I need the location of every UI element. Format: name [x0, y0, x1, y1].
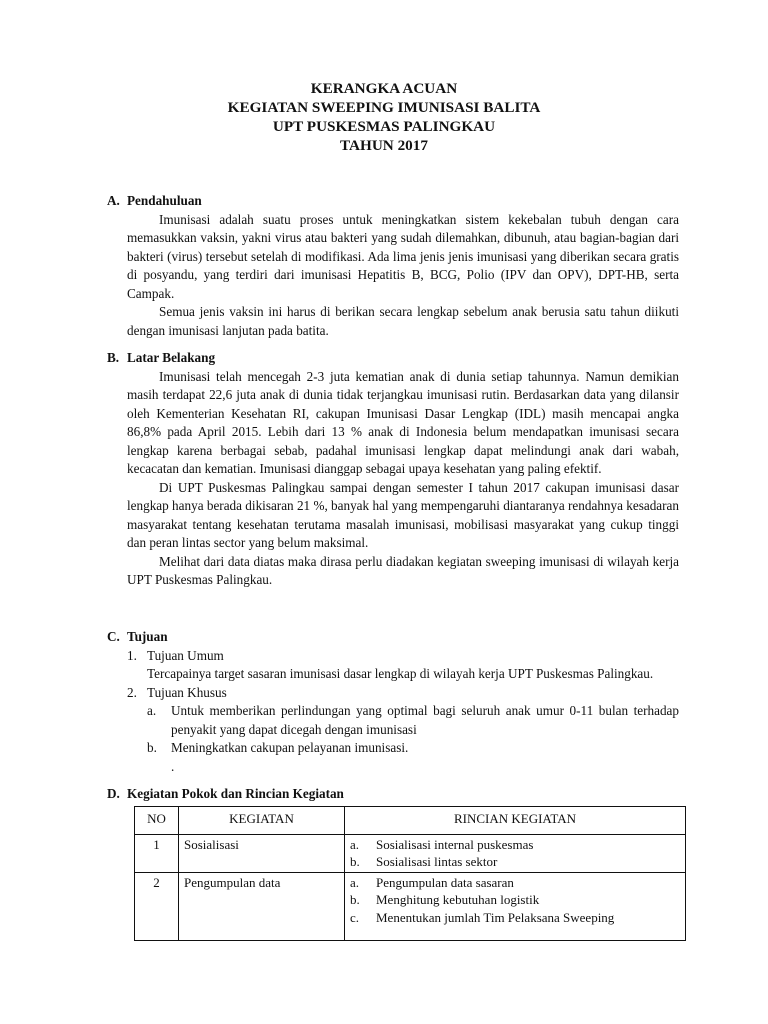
rincian-item [350, 836, 680, 854]
header-no: NO [135, 807, 179, 835]
rincian-letter: c. [350, 909, 360, 925]
row-2-rincian [345, 872, 686, 940]
table-row [135, 834, 686, 872]
rincian-item [350, 909, 680, 927]
document-title [0, 79, 768, 155]
section-a-paragraph-1: Imunisasi adalah suatu proses untuk meningkatkan sistem kekebalan tubuh dengan cara memasukkan vaksin, yakni virus atau bakteri yang sudah dilemahkan, dibunuh, atau bagian-bagian dari bakteri (virus) tersebut setelah di modifikasi. Ada lima jenis jenis imunisasi yang diberikan secara gratis di posyandu, yang terdiri dari imunisasi Hepatitis B, BCG, Polio (IPV dan OPV), DPT-HB, serta Campak. [127, 211, 679, 301]
tujuan-khusus-a-text: Untuk memberikan perlindungan yang optimal bagi seluruh anak umur 0-11 bulan terhadap penyakit yang dapat dicegah dengan imunisasi [171, 703, 679, 737]
title-line-3: UPT PUSKESMAS PALINGKAU [272, 118, 496, 135]
tujuan-item-1-title: Tujuan Umum [147, 647, 224, 663]
tujuan-item-2 [127, 684, 679, 703]
section-b-body [127, 368, 679, 590]
rincian-letter: b. [350, 854, 360, 869]
tujuan-item-1 [127, 647, 679, 666]
header-rincian: RINCIAN KEGIATAN [345, 807, 686, 835]
row-1-kegiatan: Sosialisasi [179, 834, 345, 872]
tujuan-khusus-b-text: Meningkatkan cakupan pelayanan imunisasi. [171, 740, 409, 755]
row-2-no: 2 [135, 872, 179, 940]
section-latar-belakang [107, 349, 679, 590]
section-a-title: Pendahuluan [127, 193, 202, 208]
section-b-paragraph-3: Melihat dari data diatas maka dirasa perlu diadakan kegiatan sweeping imunisasi di wilayah kerja UPT Puskesmas Palingkau. [127, 553, 679, 587]
row-2-kegiatan: Pengumpulan data [179, 872, 345, 940]
section-a-body [127, 211, 679, 341]
header-kegiatan: KEGIATAN [179, 807, 345, 835]
rincian-letter: b. [350, 892, 360, 907]
table-row [135, 872, 686, 940]
tujuan-khusus-a [147, 702, 679, 739]
rincian-text: Pengumpulan data sasaran [376, 874, 514, 890]
section-a-letter: A. [107, 193, 120, 208]
title-line-4: TAHUN 2017 [340, 137, 428, 154]
section-c-letter: C. [107, 629, 120, 644]
rincian-text: Sosialisasi internal puskesmas [376, 836, 534, 852]
rincian-letter: a. [350, 874, 360, 890]
rincian-item [350, 891, 680, 909]
section-c-title: Tujuan [127, 629, 168, 644]
section-b-paragraph-1: Imunisasi telah mencegah 2-3 juta kematian anak di dunia setiap tahunnya. Namun demikian masih terdapat 22,6 juta anak di dunia tidak terjangkau imunisasi rutin. Berdasarkan data yang dilansir oleh Kementerian Kesehatan RI, cakupan Imunisasi Dasar Lengkap (IDL) masih mencapai angka 86,8% pada April 2015. Lebih dari 13 % anak di Indonesia belum mendapatkan imunisasi secara lengkap karena berbagai sebab, padahal imunisasi lengkap dapat melindungi anak dari wabah, kecacatan dan kematian. Imunisasi dianggap sebagai upaya kesehatan yang paling efektif. [127, 368, 679, 476]
kegiatan-table [134, 806, 686, 941]
tujuan-umum-text: Tercapainya target sasaran imunisasi dasar lengkap di wilayah kerja UPT Puskesmas Palingkau. [147, 666, 654, 681]
section-pendahuluan [107, 192, 679, 340]
section-a-paragraph-2: Semua jenis vaksin ini harus di berikan secara lengkap sebelum anak berusia satu tahun diikuti dengan imunisasi lanjutan pada batita. [127, 304, 679, 338]
section-b-paragraph-2: Di UPT Puskesmas Palingkau sampai dengan semester I tahun 2017 cakupan imunisasi dasar lengkap hanya berada dikisaran 21 %, banyak hal yang mempengaruhi diantaranya rendahnya kesadaran masyarakat tentang kesehatan terutama masalah imunisasi, mobilisasi masyarakat yang cukup tinggi dan peran lintas sector yang belum maksimal. [127, 479, 679, 550]
section-d-heading [107, 785, 679, 804]
tujuan-item-2-title: Tujuan Khusus [147, 684, 227, 700]
rincian-item [350, 853, 680, 871]
tujuan-item-1-number: 1. [127, 647, 137, 663]
section-d-title: Kegiatan Pokok dan Rincian Kegiatan [127, 786, 344, 801]
tujuan-khusus-a-letter: a. [147, 703, 157, 718]
table-header-row [135, 807, 686, 835]
tujuan-khusus-b [147, 739, 679, 758]
title-line-1: KERANGKA ACUAN [310, 80, 458, 97]
stray-dot: . [171, 758, 175, 774]
section-kegiatan [107, 785, 679, 804]
rincian-text: Menentukan jumlah Tim Pelaksana Sweeping [376, 909, 615, 925]
rincian-item [350, 874, 680, 892]
tujuan-item-2-number: 2. [127, 684, 137, 700]
title-line-2: KEGIATAN SWEEPING IMUNISASI BALITA [227, 99, 541, 116]
section-tujuan [107, 628, 679, 776]
rincian-letter: a. [350, 836, 360, 852]
section-b-letter: B. [107, 350, 120, 365]
section-b-heading [107, 349, 679, 368]
section-b-title: Latar Belakang [127, 350, 216, 365]
rincian-text: Menghitung kebutuhan logistik [376, 892, 540, 907]
tujuan-khusus-b-letter: b. [147, 740, 157, 755]
row-1-no: 1 [135, 834, 179, 872]
rincian-text: Sosialisasi lintas sektor [376, 854, 498, 869]
section-a-heading [107, 192, 679, 211]
section-d-letter: D. [107, 786, 120, 801]
row-1-rincian [345, 834, 686, 872]
section-c-heading [107, 628, 679, 647]
